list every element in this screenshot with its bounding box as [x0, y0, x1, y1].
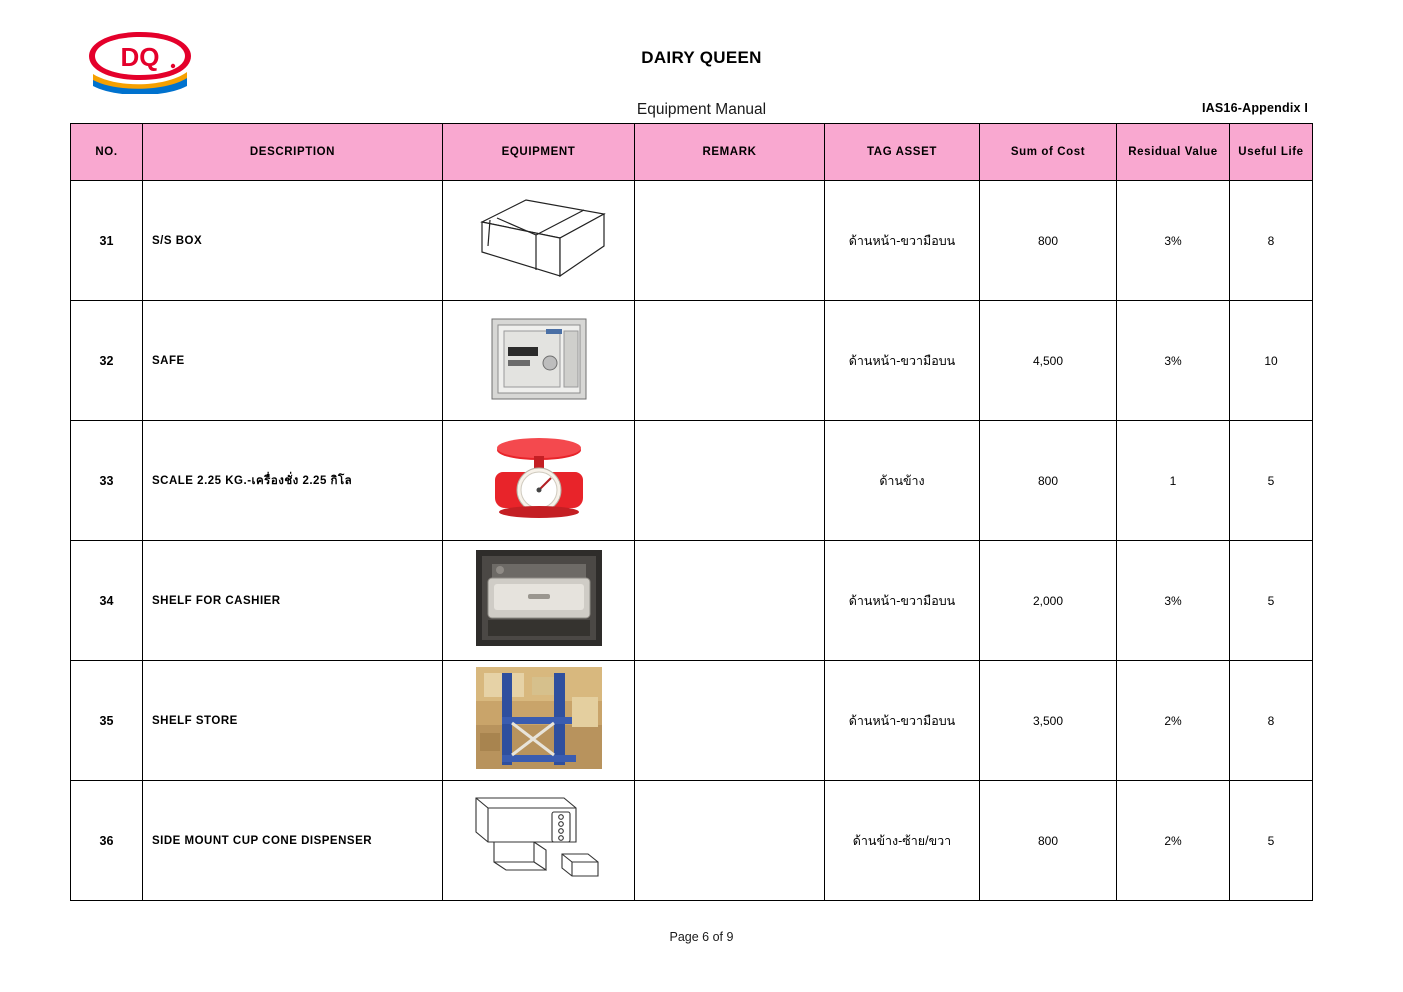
- row-useful-life: 10: [1230, 301, 1313, 421]
- row-description: SHELF FOR CASHIER: [143, 541, 443, 661]
- row-tag-asset: ด้านข้าง: [825, 421, 980, 541]
- svg-text:DQ: DQ: [120, 42, 160, 72]
- table-header-row: [71, 124, 1313, 181]
- row-tag-asset: ด้านหน้า-ขวามือบน: [825, 301, 980, 421]
- column-header-description: DESCRIPTION: [143, 124, 443, 181]
- equipment-table: [70, 123, 1313, 901]
- row-residual-value: 2%: [1117, 661, 1230, 781]
- cup-cone-dispenser-drawing-icon: [464, 788, 614, 893]
- row-equipment-image: [443, 781, 635, 901]
- row-description: SAFE: [143, 301, 443, 421]
- row-sum-of-cost: 4,500: [980, 301, 1117, 421]
- row-equipment-image: [443, 421, 635, 541]
- appendix-reference: IAS16-Appendix I: [1202, 101, 1308, 115]
- row-sum-of-cost: 2,000: [980, 541, 1117, 661]
- row-description: S/S BOX: [143, 181, 443, 301]
- column-header-useful-life: Useful Life: [1230, 124, 1313, 181]
- row-equipment-image: [443, 661, 635, 781]
- row-sum-of-cost: 3,500: [980, 661, 1117, 781]
- row-sum-of-cost: 800: [980, 181, 1117, 301]
- table-row: [71, 541, 1313, 661]
- row-number: 32: [71, 301, 143, 421]
- row-useful-life: 5: [1230, 781, 1313, 901]
- row-description: SCALE 2.25 KG.-เครื่องชั่ง 2.25 กิโล: [143, 421, 443, 541]
- row-remark: [635, 541, 825, 661]
- row-number: 33: [71, 421, 143, 541]
- row-number: 31: [71, 181, 143, 301]
- row-remark: [635, 301, 825, 421]
- table-row: [71, 301, 1313, 421]
- row-useful-life: 5: [1230, 421, 1313, 541]
- row-equipment-image: [443, 181, 635, 301]
- column-header-tag-asset: TAG ASSET: [825, 124, 980, 181]
- row-residual-value: 3%: [1117, 301, 1230, 421]
- column-header-sum-of-cost: Sum of Cost: [980, 124, 1117, 181]
- row-remark: [635, 181, 825, 301]
- cashier-shelf-photo-icon: [476, 550, 602, 651]
- table-row: [71, 181, 1313, 301]
- row-residual-value: 3%: [1117, 181, 1230, 301]
- row-useful-life: 8: [1230, 661, 1313, 781]
- row-remark: [635, 781, 825, 901]
- page-header: [0, 0, 1403, 118]
- row-remark: [635, 421, 825, 541]
- row-equipment-image: [443, 301, 635, 421]
- table-row: [71, 781, 1313, 901]
- row-description: SIDE MOUNT CUP CONE DISPENSER: [143, 781, 443, 901]
- column-header-remark: REMARK: [635, 124, 825, 181]
- page-title: DAIRY QUEEN: [641, 48, 762, 67]
- row-tag-asset: ด้านหน้า-ขวามือบน: [825, 541, 980, 661]
- table-row: [71, 421, 1313, 541]
- row-number: 36: [71, 781, 143, 901]
- safe-photo-icon: [484, 311, 594, 411]
- row-useful-life: 8: [1230, 181, 1313, 301]
- table-row: [71, 661, 1313, 781]
- open-box-drawing-icon: [464, 188, 614, 293]
- row-residual-value: 3%: [1117, 541, 1230, 661]
- row-remark: [635, 661, 825, 781]
- column-header-residual-value: Residual Value: [1117, 124, 1230, 181]
- row-tag-asset: ด้านข้าง-ซ้าย/ขวา: [825, 781, 980, 901]
- red-scale-photo-icon: [479, 428, 599, 533]
- row-description: SHELF STORE: [143, 661, 443, 781]
- row-number: 35: [71, 661, 143, 781]
- column-header-no: NO.: [71, 124, 143, 181]
- page-footer: Page 6 of 9: [669, 930, 734, 944]
- column-header-equipment: EQUIPMENT: [443, 124, 635, 181]
- page-subtitle: Equipment Manual: [636, 101, 767, 118]
- row-sum-of-cost: 800: [980, 781, 1117, 901]
- row-residual-value: 2%: [1117, 781, 1230, 901]
- row-tag-asset: ด้านหน้า-ขวามือบน: [825, 181, 980, 301]
- row-sum-of-cost: 800: [980, 421, 1117, 541]
- row-equipment-image: [443, 541, 635, 661]
- store-shelf-photo-icon: [476, 667, 602, 774]
- row-useful-life: 5: [1230, 541, 1313, 661]
- row-tag-asset: ด้านหน้า-ขวามือบน: [825, 661, 980, 781]
- row-number: 34: [71, 541, 143, 661]
- row-residual-value: 1: [1117, 421, 1230, 541]
- equipment-table-container: [70, 123, 1312, 901]
